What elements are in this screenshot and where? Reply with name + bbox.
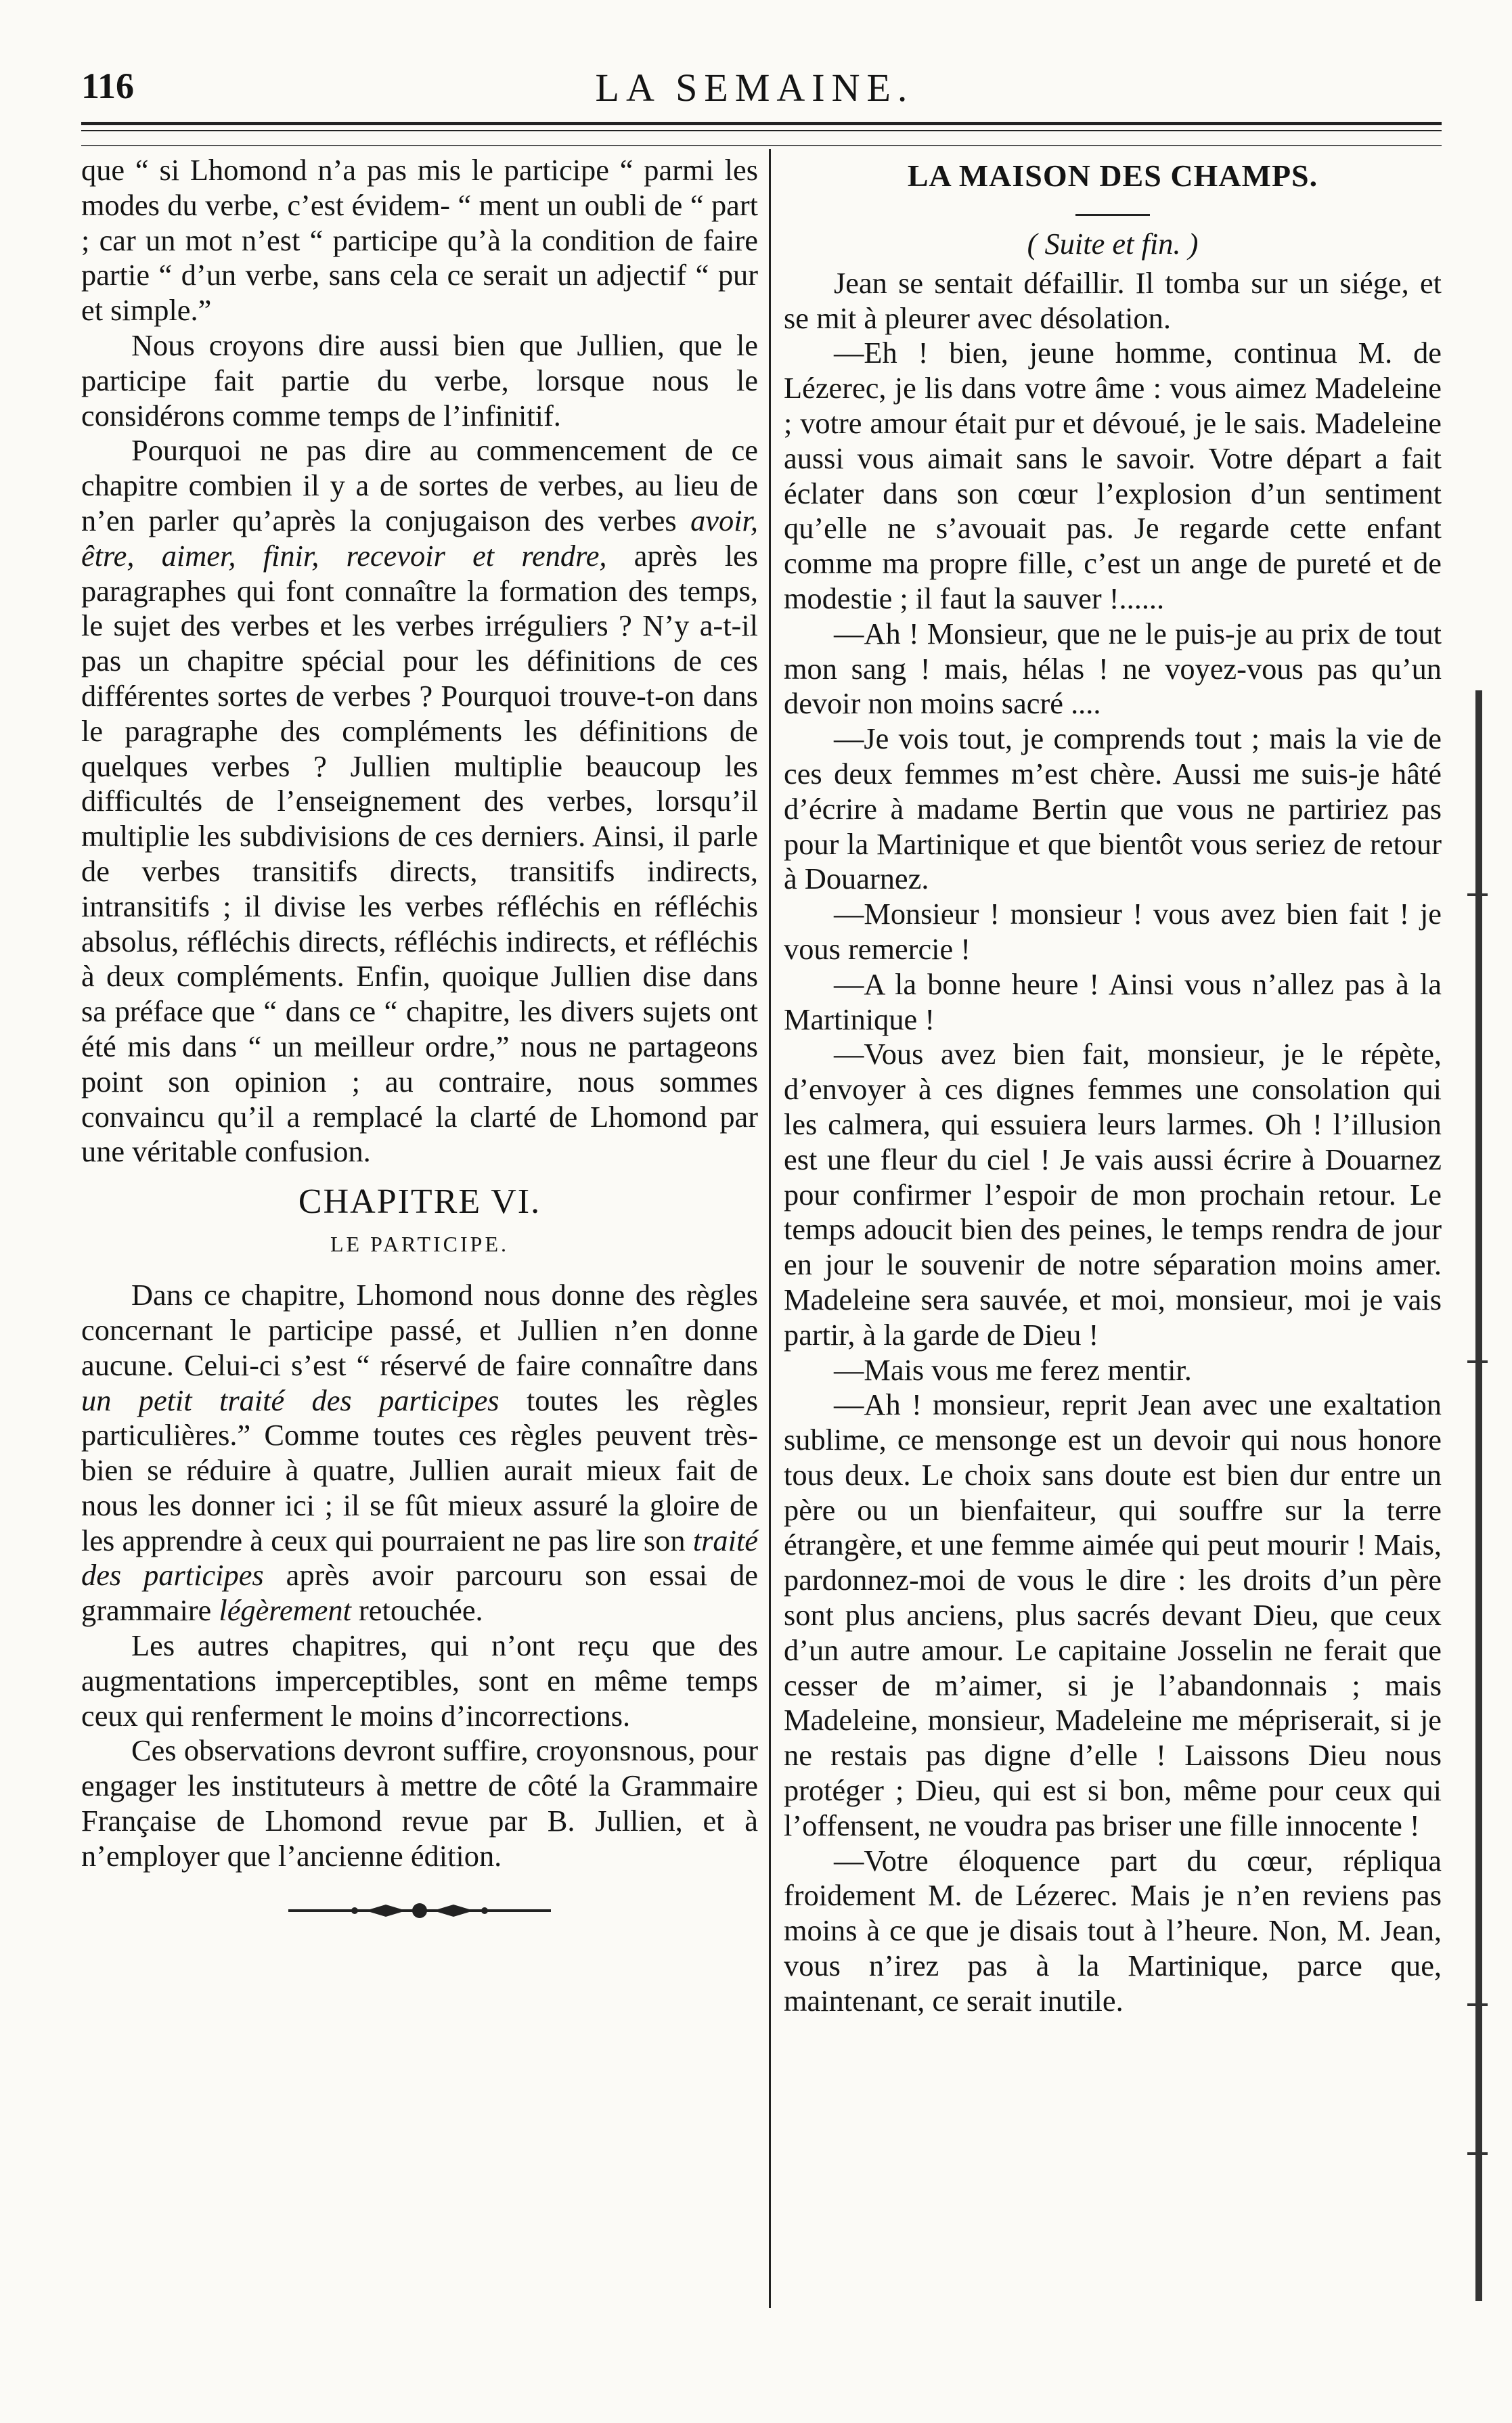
italic-text: un petit traité des participes xyxy=(81,1383,499,1417)
header-rule-lower xyxy=(81,145,1442,146)
left-column xyxy=(81,153,758,1923)
column-divider xyxy=(769,149,771,2308)
page-edge-bar xyxy=(1475,690,1482,2301)
paragraph: Les autres chapitres, qui n’ont reçu que des augmentations imperceptibles, sont en même temps ceux qui renferment le moins d’incorrections. xyxy=(81,1628,758,1733)
paragraph: —A la bonne heure ! Ainsi vous n’allez pas à la Martinique ! xyxy=(784,966,1442,1036)
page-edge-tick xyxy=(1467,2003,1488,2006)
page-number: 116 xyxy=(81,66,135,106)
page-edge-tick xyxy=(1467,893,1488,896)
italic-text: avoir, être, aimer, finir, recevoir et rendre, xyxy=(81,503,758,573)
header-rule xyxy=(81,122,1442,125)
story-title: LA MAISON DES CHAMPS. xyxy=(907,158,1318,193)
page-header xyxy=(81,65,1428,112)
paragraph: —Je vois tout, je comprends tout ; mais la vie de ces deux femmes m’est chère. Aussi me suis-je hâté d’écrire à madame Bertin que vous ne partiriez pas pour la Martinique et que bientôt vous seriez de retour à Douarnez. xyxy=(784,721,1442,896)
paragraph: —Monsieur ! monsieur ! vous avez bien fait ! je vous remercie ! xyxy=(784,897,1442,966)
paragraph: Jean se sentait défaillir. Il tomba sur un siége, et se mit à pleurer avec désolation. xyxy=(784,265,1442,335)
right-column xyxy=(784,153,1442,2019)
paragraph: —Vous avez bien fait, monsieur, je le répète, d’envoyer à ces dignes femmes une consolation qui les calmera, qui essuiera leurs larmes. Oh ! l’illusion est une fleur du ciel ! Je vais aussi écrire à Douarnez pour confirmer l’espoir de mon prochain retour. Le temps adoucit bien des peines, le temps rendra de jour en jour le souvenir de notre séparation moins amer. Madeleine sera sauvée, et moi, monsieur, moi je vais partir, à la garde de Dieu ! xyxy=(784,1037,1442,1352)
paragraph: —Mais vous me ferez mentir. xyxy=(834,1352,1192,1387)
paragraph: Ces observations devront suffire, croyonsnous, pour engager les instituteurs à mettre de côté la Grammaire Française de Lhomond revue par B. Jullien, et à n’employer que l’ancienne édition. xyxy=(81,1733,758,1873)
paragraph: Pourquoi ne pas dire au commencement de ce chapitre combien il y a de sortes de verbes, au lieu de n’en parler qu’après la conjugaison des verbes avoir, être, aimer, finir, recevoir et rendre, après les paragraphes qui font connaître la formation des temps, le sujet des verbes et les verbes irréguliers ? N’y a-t-il pas un chapitre spécial pour les définitions de ces différentes sortes de verbes ? Pourquoi trouve-t-on dans le paragraphe des compléments les définitions de quelques verbes ? Jullien multiplie beaucoup les difficultés de l’enseignement des verbes, lorsqu’il multiplie les subdivisions de ces derniers. Ainsi, il parle de verbes transitifs directs, transitifs indirects, intransitifs ; il divise les verbes réfléchis en réfléchis absolus, réfléchis directs, réfléchis indirects, et réfléchis à deux compléments. Enfin, quoique Jullien dise dans sa préface que “ dans ce “ chapitre, les divers sujets ont été mis dans “ un meilleur ordre,” nous ne partageons point son opinion ; au contraire, nous sommes convaincu qu’il a remplacé la clarté de Lhomond par une véritable confusion. xyxy=(81,433,758,1169)
page-edge-tick xyxy=(1467,2152,1488,2155)
running-title: LA SEMAINE. xyxy=(595,66,914,110)
italic-text: traité des participes xyxy=(81,1523,758,1593)
page-edge-tick xyxy=(1467,1360,1488,1363)
chapter-subtitle: LE PARTICIPE. xyxy=(330,1232,510,1257)
paragraph: —Ah ! Monsieur, que ne le puis-je au prix de tout mon sang ! mais, hélas ! ne voyez-vous pas qu’un devoir non moins sacré .... xyxy=(784,616,1442,721)
paragraph: Nous croyons dire aussi bien que Jullien, que le participe fait partie du verbe, lorsque nous le considérons comme temps de l’infinitif. xyxy=(81,328,758,432)
header-rule-thin xyxy=(81,130,1442,131)
paragraph: —Votre éloquence part du cœur, répliqua froidement M. de Lézerec. Mais je n’en reviens pas moins à ce que je disais tout à l’heure. Non, M. Jean, vous n’irez pas à la Martinique, parce que, maintenant, ce serait inutile. xyxy=(784,1843,1442,2018)
story-subtitle: ( Suite et fin. ) xyxy=(1027,227,1199,261)
paragraph: —Eh ! bien, jeune homme, continua M. de Lézerec, je lis dans votre âme : vous aimez Madeleine ; votre amour était pur et dévoué, je le sais. Madeleine aussi vous aimait sans le savoir. Votre départ a fait éclater dans son cœur l’explosion d’un sentiment qu’elle ne s’avouait pas. Je regarde cette enfant comme ma propre fille, c’est un ange de pureté et de modestie ; il faut la sauver !...... xyxy=(784,336,1442,615)
ornament-divider xyxy=(284,1898,555,1923)
paragraph: Dans ce chapitre, Lhomond nous donne des règles concernant le participe passé, et Jullien n’en donne aucune. Celui-ci s’est “ réservé de faire connaître dans un petit traité des participes toutes les règles particulières.” Comme toutes ces règles peuvent très-bien se réduire à quatre, Jullien aurait mieux fait de nous les donner ici ; il se fût mieux assuré la gloire de les apprendre à ceux qui pourraient ne pas lire son traité des participes après avoir parcouru son essai de grammaire légèrement retouchée. xyxy=(81,1278,758,1628)
paragraph: que “ si Lhomond n’a pas mis le participe “ parmi les modes du verbe, c’est évidem- “ ment un oubli de “ part ; car un mot n’est “ participe qu’à la condition de faire partie “ d’un verbe, sans cela ce serait un adjectif “ pur et simple.” xyxy=(81,153,758,328)
paragraph: —Ah ! monsieur, reprit Jean avec une exaltation sublime, ce mensonge est un devoir qui nous honore tous deux. Le choix sans doute est bien dur entre un père ou un bienfaiteur, qui souffre sur la terre étrangère, et une femme aimée qui peut mourir ! Mais, pardonnez-moi de vous le dire : les droits d’un père sont plus anciens, plus sacrés devant Dieu, que ceux d’un autre amour. Le capitaine Josselin ne ferait que cesser de m’aimer, si je l’abandonnais ; mais Madeleine, monsieur, Madeleine me mépriserait, si je ne restais pas digne d’elle ! Laissons Dieu nous protéger ; Dieu, qui est si bon, même pour ceux qui l’offensent, ne voudra pas briser une fille innocente ! xyxy=(784,1387,1442,1842)
title-rule xyxy=(1075,214,1150,216)
italic-text: légèrement xyxy=(219,1593,351,1628)
chapter-title: CHAPITRE VI. xyxy=(298,1182,541,1222)
